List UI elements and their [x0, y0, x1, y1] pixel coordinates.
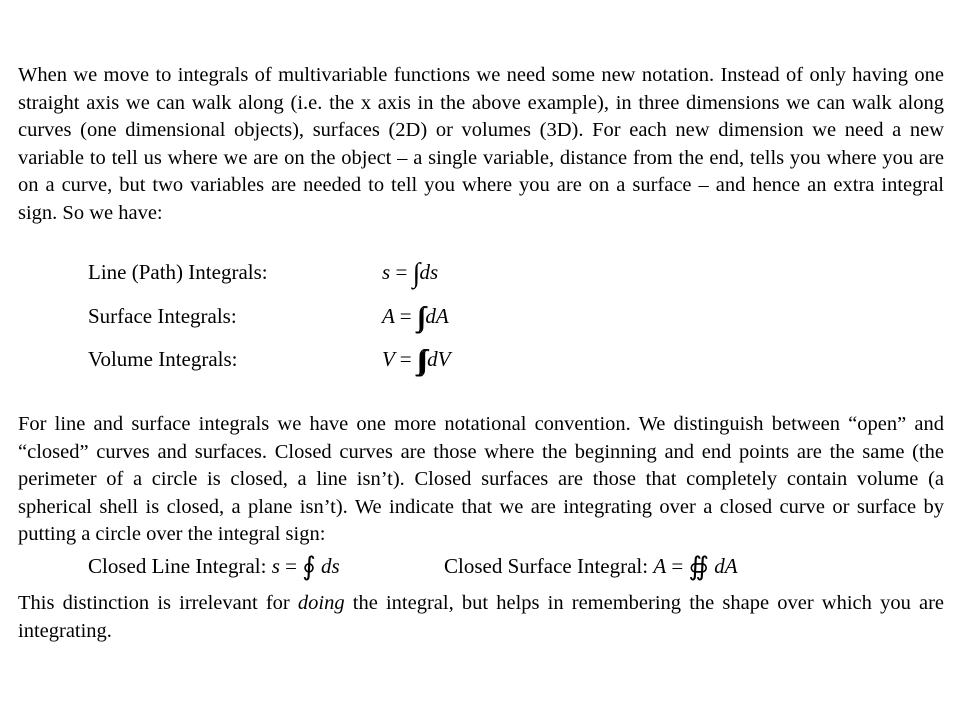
- closing-paragraph: [18, 590, 944, 645]
- closed-convention-paragraph: For line and surface integrals we have one more notational convention. We distinguish between “open” and “closed” curves and surfaces. Closed curves are those where the beginning and end points are the same (the perimeter of a circle is closed, a line isn’t). Closed surfaces are those that completely contain volume (a spherical shell is closed, a plane isn’t). We indicate that we are integrating over a closed curve or surface by putting a circle over the integral sign:: [18, 413, 944, 545]
- intro-paragraph: When we move to integrals of multivariable functions we need some new notation. Instead of only having one straight axis we can walk along (i.e. the x axis in the above example), in three dimensions we can walk along curves (one dimensional objects), surfaces (2D) or volumes (3D). For each new dimension we need a new variable to tell us where we are on the object – a single variable, distance from the end, tells you where you are on a curve, but two variables are needed to tell you where you are on a surface – and hence an extra integral sign. So we have:: [18, 64, 944, 224]
- volume-integral-equation: [382, 345, 450, 375]
- surface-integral-equals: =: [399, 304, 412, 328]
- line-integral-equals: =: [395, 260, 408, 284]
- closing-text-start: This distinction is irrelevant for: [18, 592, 298, 614]
- volume-integral-equals: =: [399, 347, 412, 371]
- surface-integral-equation: [382, 302, 449, 332]
- closed-line-integral-label: Closed Line Integral:: [88, 554, 267, 578]
- closed-line-integral-sign: ∮: [302, 552, 316, 581]
- line-integral-label: Line (Path) Integrals:: [88, 260, 268, 284]
- closed-line-integral-body: ds: [321, 554, 340, 578]
- closed-surface-integral-equals: =: [671, 554, 684, 578]
- surface-integral-body: dA: [425, 304, 449, 328]
- line-integral-equation: [382, 258, 438, 288]
- volume-integral-lhs: V: [382, 347, 395, 371]
- closed-line-integral-equals: =: [285, 554, 297, 578]
- closed-surface-integral-sign: ∯: [688, 552, 710, 581]
- surface-integral-lhs: A: [382, 304, 395, 328]
- closed-surface-integral-body: dA: [714, 554, 738, 578]
- closed-surface-integral-lhs: A: [653, 554, 667, 578]
- closing-emphasis: doing: [297, 592, 345, 614]
- closed-line-integral-lhs: s: [271, 554, 280, 578]
- surface-integral-sign: ∫∫: [416, 302, 421, 333]
- line-integral-sign: ∫: [412, 258, 415, 289]
- volume-integral-body: dV: [427, 347, 451, 371]
- closed-surface-integral-label: Closed Surface Integral:: [444, 554, 649, 578]
- volume-integral-label: Volume Integrals:: [88, 347, 238, 371]
- surface-integral-label: Surface Integrals:: [88, 304, 237, 328]
- closed-surface-integral: [444, 552, 738, 581]
- line-integral-body: ds: [419, 260, 439, 284]
- volume-integral-sign: ∫∫∫: [416, 345, 422, 376]
- closing-text-end: the integral, but helps in remembering the shape over which you are integrating.: [18, 592, 944, 642]
- closed-line-integral: [88, 552, 340, 581]
- line-integral-lhs: s: [382, 260, 391, 284]
